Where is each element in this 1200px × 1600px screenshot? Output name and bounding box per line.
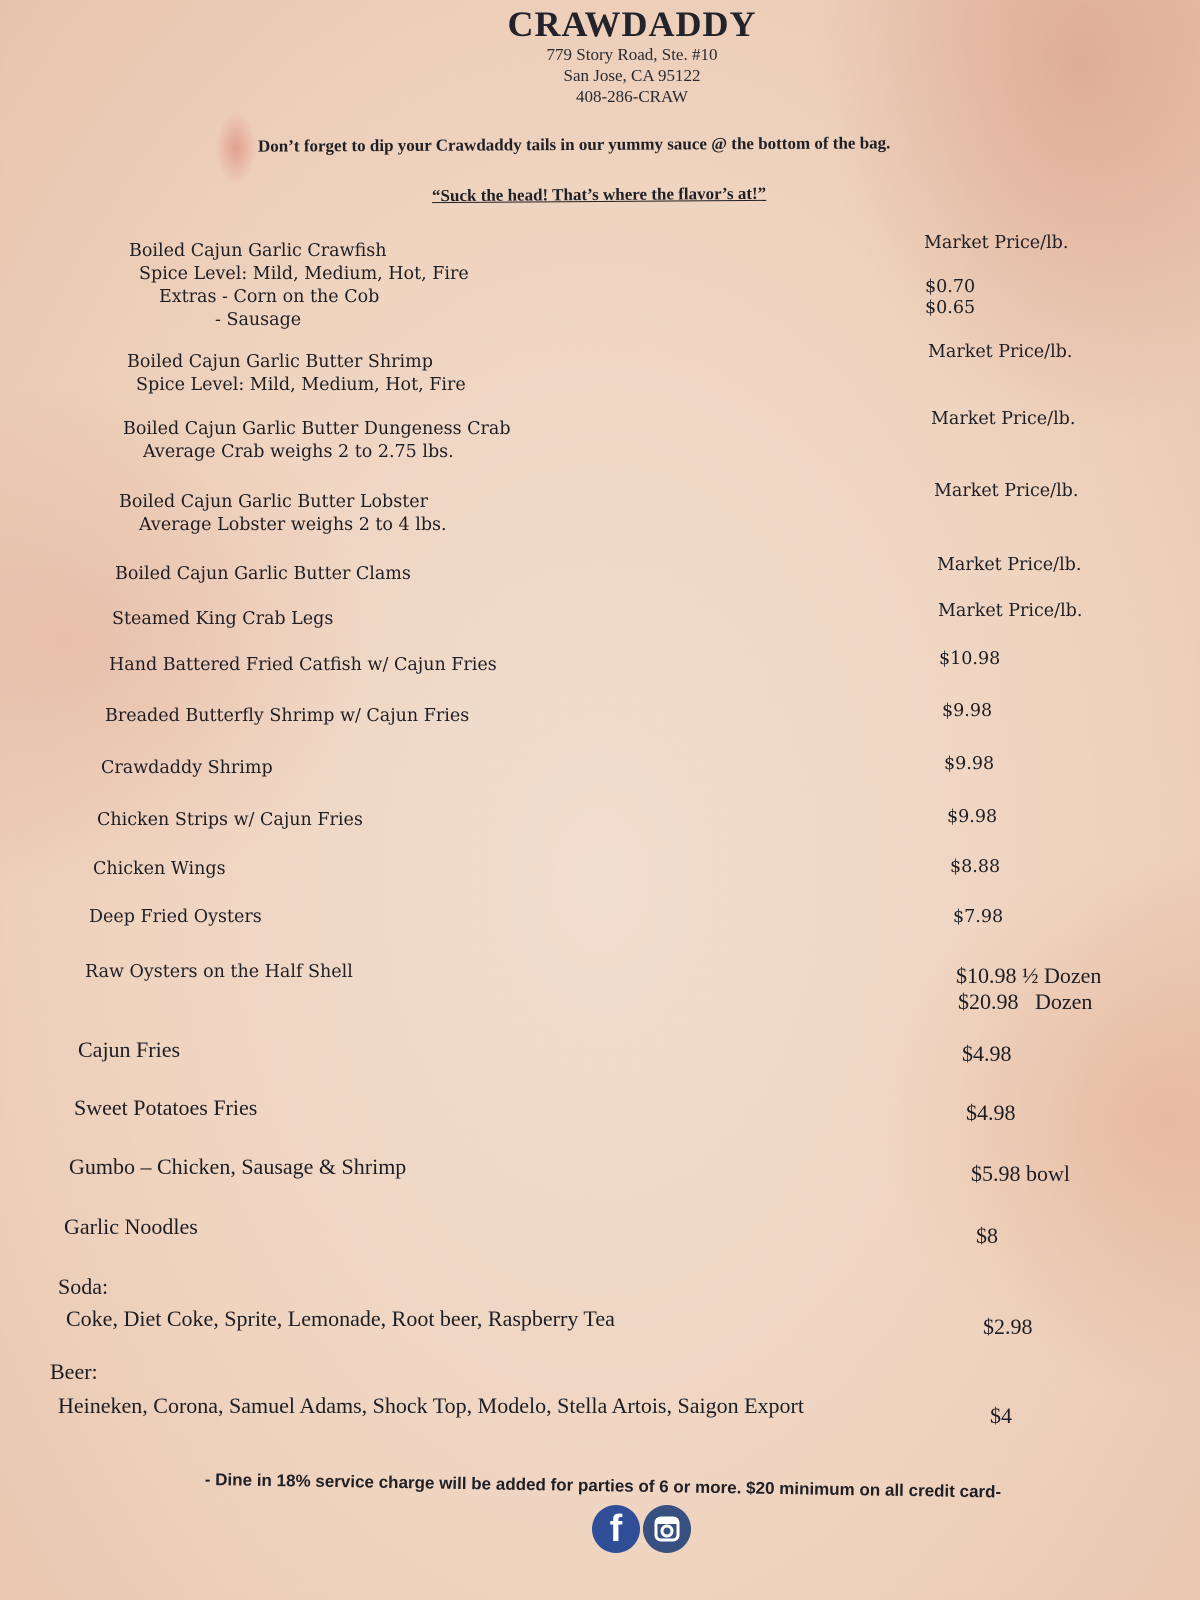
menu-item-beer [50,1359,804,1419]
item-price: $5.98 bowl [971,1161,1070,1186]
item-price: $0.65 [925,298,976,318]
item-price: Market Price/lb. [928,342,1073,362]
item-name: Hand Battered Fried Catfish w/ Cajun Fries [109,655,497,675]
item-price: $4 [990,1403,1012,1428]
menu-item-crawdaddy-shrimp [101,757,273,780]
item-name: Raw Oysters on the Half Shell [85,962,353,982]
menu-item-cajun-fries [78,1037,180,1063]
restaurant-name: CRAWDADDY [507,4,757,44]
item-name: Boiled Cajun Garlic Butter Lobster [119,492,428,512]
item-name: Chicken Strips w/ Cajun Fries [97,810,363,830]
item-detail: Average Lobster weighs 2 to 4 lbs. [139,515,447,535]
item-detail: - Sausage [215,310,302,330]
item-name: Garlic Noodles [64,1214,198,1239]
item-name: Steamed King Crab Legs [112,609,334,629]
menu-item-catfish [109,654,497,677]
item-detail: Extras - Corn on the Cob [159,287,380,307]
phone-number: 408-286-CRAW [576,87,688,106]
menu-item-chicken-strips [97,809,363,832]
item-price: Market Price/lb. [937,555,1082,575]
item-price: $10.98 [939,649,1001,669]
item-price: $8.88 [950,857,1001,877]
address-line-2: San Jose, CA 95122 [563,66,701,85]
item-price: $10.98 ½ Dozen [956,963,1102,988]
item-price: Market Price/lb. [924,233,1069,253]
menu-item-raw-oysters [85,961,353,984]
item-price: $9.98 [944,754,995,774]
item-detail: Spice Level: Mild, Medium, Hot, Fire [136,375,466,395]
item-price: Market Price/lb. [934,481,1079,501]
item-detail: Spice Level: Mild, Medium, Hot, Fire [139,264,469,284]
item-name: Beer: [50,1359,98,1384]
menu-item-lobster [119,491,447,537]
item-detail: Average Crab weighs 2 to 2.75 lbs. [143,442,454,462]
menu-item-chicken-wings [93,858,226,881]
service-charge-note: - Dine in 18% service charge will be added for parties of 6 or more. $20 minimum on all credit card- [204,1470,1002,1502]
item-detail: Coke, Diet Coke, Sprite, Lemonade, Root beer, Raspberry Tea [66,1306,615,1331]
item-name: Boiled Cajun Garlic Butter Shrimp [127,352,433,372]
item-name: Deep Fried Oysters [89,907,262,927]
item-name: Boiled Cajun Garlic Crawfish [129,241,387,261]
menu-item-garlic-noodles [64,1214,198,1240]
menu-header [0,4,1200,107]
facebook-icon[interactable]: f [592,1505,640,1553]
item-price: Market Price/lb. [931,409,1076,429]
item-name: Breaded Butterfly Shrimp w/ Cajun Fries [105,706,470,726]
menu-item-clams [115,563,411,586]
item-price: Market Price/lb. [938,601,1083,621]
menu-item-shrimp [127,351,466,397]
sauce-note: Don’t forget to dip your Crawdaddy tails in our yummy sauce @ the bottom of the bag. [257,133,891,156]
menu-item-butterfly-shrimp [105,705,469,728]
item-name: Sweet Potatoes Fries [74,1095,258,1120]
address-line-1: 779 Story Road, Ste. #10 [546,45,718,64]
item-detail: Heineken, Corona, Samuel Adams, Shock Top, Modelo, Stella Artois, Saigon Export [58,1393,804,1418]
menu-item-fried-oysters [89,906,262,929]
sauce-stain [216,112,256,184]
item-name: Crawdaddy Shrimp [101,758,273,778]
item-price: $8 [976,1223,998,1248]
menu-item-gumbo [69,1154,406,1180]
item-price: $4.98 [962,1041,1012,1066]
menu-item-king-crab [112,608,333,631]
item-name: Gumbo – Chicken, Sausage & Shrimp [69,1154,407,1179]
item-price: $7.98 [953,907,1004,927]
item-price: $0.70 [925,277,976,297]
slogan: “Suck the head! That’s where the flavor’s at!” [431,183,767,206]
menu-item-sweet-potato-fries [74,1095,257,1121]
menu-item-crawfish [129,240,469,332]
item-price: $20.98 Dozen [958,989,1093,1014]
menu-item-soda [58,1274,615,1332]
instagram-icon[interactable] [643,1505,691,1553]
item-price: $9.98 [947,807,998,827]
item-name: Soda: [58,1274,109,1299]
item-price: $4.98 [966,1100,1016,1125]
item-name: Boiled Cajun Garlic Butter Clams [115,564,411,584]
item-name: Boiled Cajun Garlic Butter Dungeness Crab [123,419,511,439]
item-name: Cajun Fries [78,1037,181,1062]
menu-item-dungeness-crab [123,418,511,464]
item-name: Chicken Wings [93,859,226,879]
item-price: $2.98 [983,1314,1033,1339]
item-price: $9.98 [942,701,993,721]
